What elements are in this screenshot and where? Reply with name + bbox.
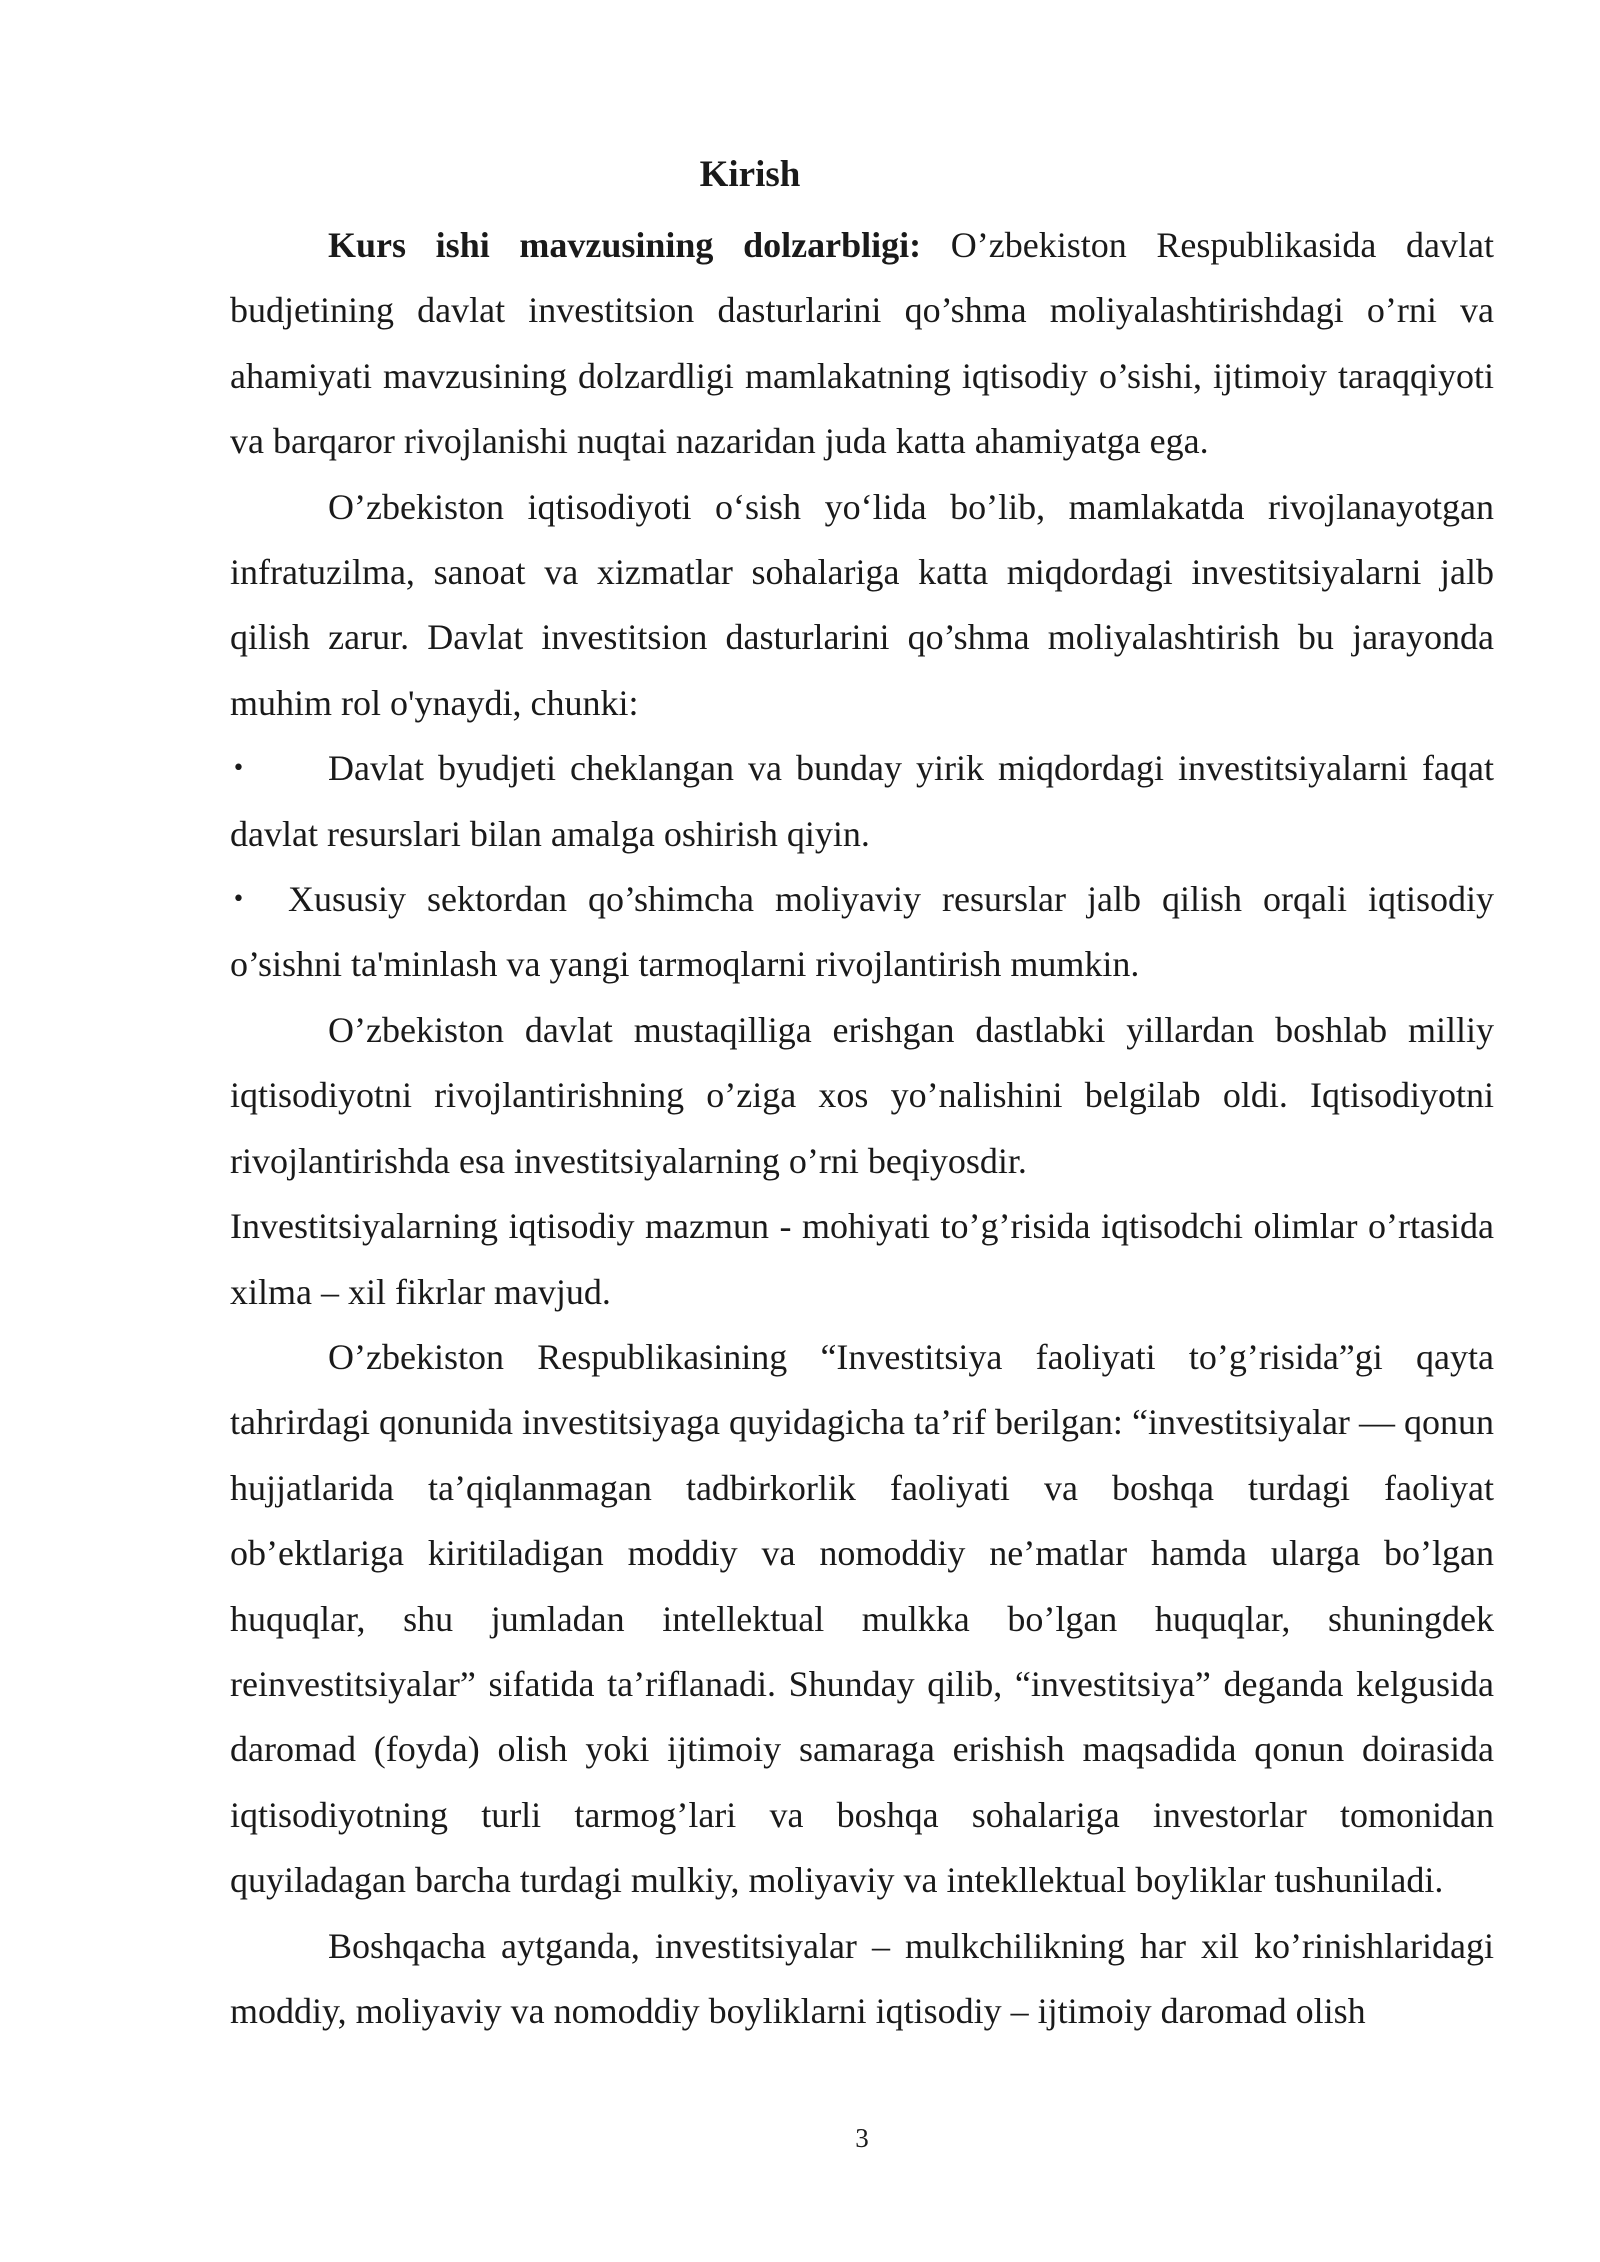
bullet-text: Xususiy sektordan qo’shimcha moliyaviy resurslar jalb qilish orqali iqtisodiy o’sishni ta'minlash va yangi tarmoqlarni rivojlantirish mumkin. (230, 879, 1494, 985)
paragraph-other-words: Boshqacha aytganda, investitsiyalar – mulkchilikning har xil ko’rinishlaridagi moddiy, moliyaviy va nomoddiy boyliklarni iqtisodiy – ijtimoiy daromad olish (230, 1925, 1494, 2031)
paragraph-lead: Kurs ishi mavzusining dolzarbligi: (328, 225, 922, 265)
paragraph-relevance (230, 213, 1494, 475)
document-body (230, 213, 1494, 2044)
paragraph-law-definition: O’zbekiston Respublikasining “Investitsiya faoliyati to’g’risida”gi qayta tahrirdagi qonunida investitsiyaga quyidagicha ta’rif berilgan: “investitsiyalar — qonun hujjatlarida ta’qiqlanmagan tadbirkorlik faoliyati va boshqa turdagi faoliyat ob’ektlariga kiritiladigan moddiy va nomoddiy ne’matlar hamda ularga bo’lgan huquqlar, shu jumladan intellektual mulkka bo’lgan huquqlar, shuningdek reinvestitsiyalar” sifatida ta’riflanadi. Shunday qilib, “investitsiya” deganda kelgusida daromad (foyda) olish yoki ijtimoiy samaraga erishish maqsadida qonun doirasida iqtisodiyotning turli tarmog’lari va boshqa sohalariga investorlar tomonidan quyiladagan barcha turdagi mulkiy, moliyaviy va intekllektual boyliklar tushuniladi. (230, 1336, 1494, 1901)
paragraph-economy: O’zbekiston iqtisodiyoti o‘sish yo‘lida bo’lib, mamlakatda rivojlanayotgan infratuzilma, sanoat va xizmatlar sohalariga katta miqdordagi investitsiyalarni jalb qilish zarur. Davlat investitsion dasturlarini qo’shma moliyalashtirish bu jarayonda muhim rol o'ynaydi, chunki: (230, 486, 1494, 723)
bullet-icon: • (232, 887, 245, 913)
bullet-text: Davlat byudjeti cheklangan va bunday yirik miqdordagi investitsiyalarni faqat davlat resurslari bilan amalga oshirish qiyin. (230, 748, 1494, 854)
bullet-item-private-sector (230, 867, 1494, 998)
bullet-icon: • (232, 756, 245, 782)
bullet-item-budget (230, 736, 1494, 867)
page-number: 3 (855, 2123, 869, 2153)
paragraph-independence: O’zbekiston davlat mustaqilliga erishgan dastlabki yillardan boshlab milliy iqtisodiyotni rivojlantirishning o’ziga xos yo’nalishini belgilab oldi. Iqtisodiyotni rivojlantirishda esa investitsiyalarning o’rni beqiyosdir. (230, 1009, 1494, 1181)
page-title: Kirish (699, 154, 801, 195)
paragraph-text: O’zbekiston Respublikasida davlat budjetining davlat investitsion dasturlarini qo’shma moliyalashtirishdagi o’rni va ahamiyati mavzusining dolzardligi mamlakatning iqtisodiy o’sishi, ijtimoiy taraqqiyoti va barqaror rivojlanishi nuqtai nazaridan juda katta ahamiyatga ega. (230, 225, 1495, 462)
paragraph-opinions: Investitsiyalarning iqtisodiy mazmun - mohiyati to’g’risida iqtisodchi olimlar o’rtasida xilma – xil fikrlar mavjud. (230, 1206, 1494, 1312)
